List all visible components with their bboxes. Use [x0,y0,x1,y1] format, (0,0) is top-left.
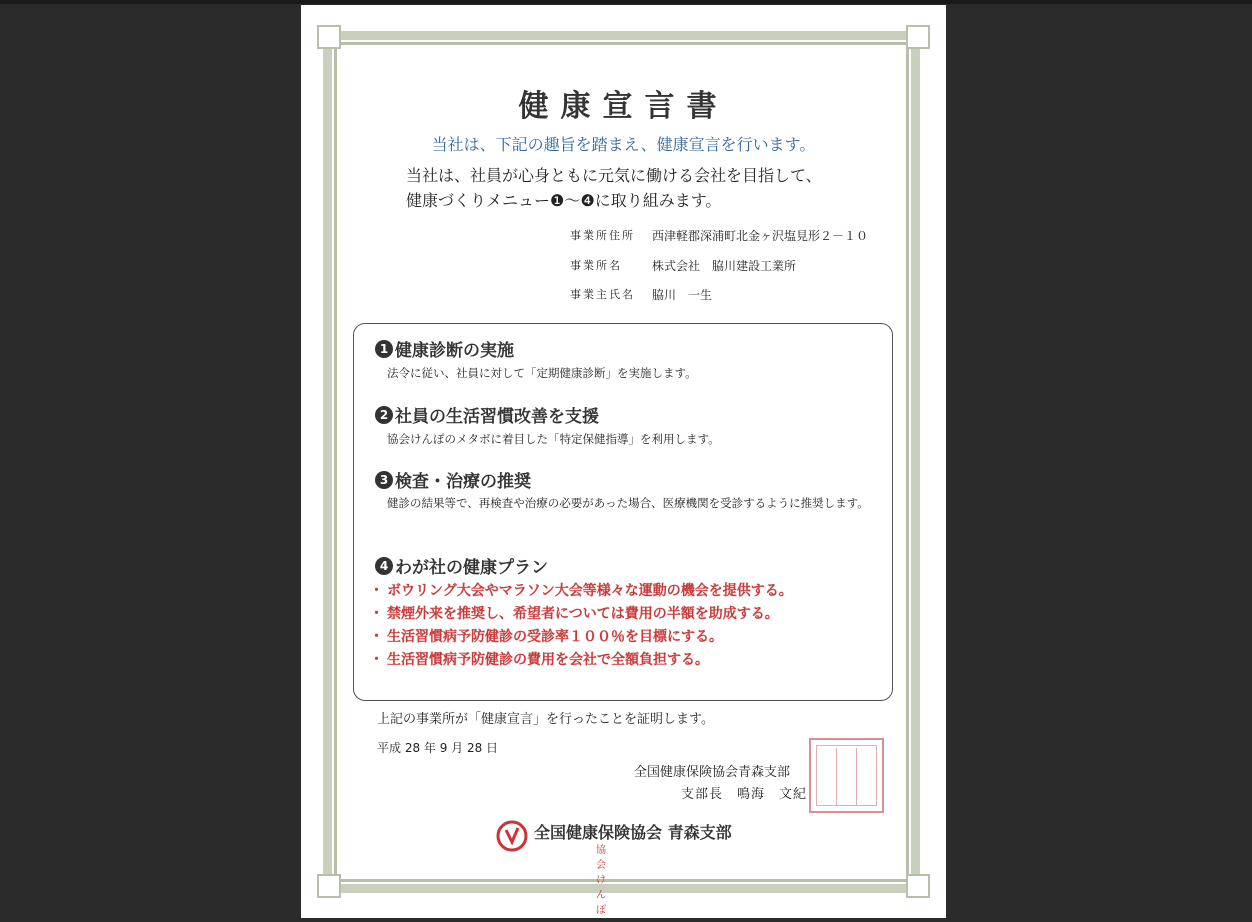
menu-heading-3 [375,467,531,492]
health-plan-list [373,580,893,672]
certification-text: 上記の事業所が「健康宣言」を行ったことを証明します。 [377,712,714,727]
plan-item: ･ 生活習慣病予防健診の受診率１００％を目標にする。 [373,629,723,645]
document-page [301,5,946,918]
intro-text [406,163,876,213]
menu-body-2: 協会けんぽのメタボに着目した「特定保健指導」を利用します。 [387,432,720,446]
logo-subtext: 協会けんぽ [596,845,607,916]
seal-line [836,748,837,805]
seal-inner-border [816,745,877,806]
frame-corner [906,874,930,898]
plan-item-text: 禁煙外来を推奨し、希望者については費用の半額を助成する。 [387,606,779,622]
owner-name-value: 脇川 一生 [652,288,713,302]
business-name-label: 事業所名 [570,259,622,272]
menu-heading-text: 検査・治療の推奨 [395,472,531,492]
intro-line: 健康づくりメニュー❶～❹に取り組みます。 [406,191,722,210]
plan-item-text: 生活習慣病予防健診の受診率１００％を目標にする。 [387,629,723,645]
menu-heading-4 [375,553,548,578]
number-badge: 2 [375,406,393,424]
plan-item: ･ 禁煙外来を推奨し、希望者については費用の半額を助成する。 [373,606,779,622]
document-subtitle: 当社は、下記の趣旨を踏まえ、健康宣言を行います。 [431,135,816,154]
official-seal-stamp [809,738,884,813]
issuer-chief: 支部長 鳴海 文紀 [681,787,808,802]
plan-item: ･ 生活習慣病予防健診の費用を会社で全額負担する。 [373,652,709,668]
plan-item: ･ ボウリング大会やマラソン大会等様々な運動の機会を提供する。 [373,583,793,599]
kyokai-kenpo-logo-icon [496,820,528,852]
issuer-organization: 全国健康保険協会青森支部 [634,765,791,780]
menu-heading-2 [375,402,599,427]
menu-heading-1 [375,336,514,361]
issue-date: 平成 28 年 9 月 28 日 [377,741,499,755]
menu-heading-text: 健康診断の実施 [395,341,514,361]
frame-corner [317,874,341,898]
number-badge: 3 [375,471,393,489]
number-badge: 4 [375,557,393,575]
address-value: 西津軽郡深浦町北金ヶ沢塩見形２－１０ [652,229,869,243]
seal-line [856,748,857,805]
frame-corner [317,25,341,49]
menu-body-1: 法令に従い、社員に対して「定期健康診断」を実施します。 [387,366,697,380]
number-badge: 1 [375,340,393,358]
document-title: 健康宣言書 [518,89,729,124]
intro-line: 当社は、社員が心身ともに元気に働ける会社を目指して、 [406,166,822,185]
frame-corner [906,25,930,49]
viewer-topbar [0,0,1252,4]
plan-item-text: 生活習慣病予防健診の費用を会社で全額負担する。 [387,652,709,668]
owner-name-label: 事業主氏名 [570,288,635,301]
plan-item-text: ボウリング大会やマラソン大会等様々な運動の機会を提供する。 [387,583,793,599]
business-name-value: 株式会社 脇川建設工業所 [652,259,797,273]
menu-heading-text: 社員の生活習慣改善を支援 [395,407,599,427]
menu-body-3: 健診の結果等で、再検査や治療の必要があった場合、医療機関を受診するように推奨します。 [387,496,869,510]
address-label: 事業所住所 [570,229,635,242]
menu-heading-text: わが社の健康プラン [395,558,548,578]
logo-text: 全国健康保険協会 青森支部 [534,823,732,842]
